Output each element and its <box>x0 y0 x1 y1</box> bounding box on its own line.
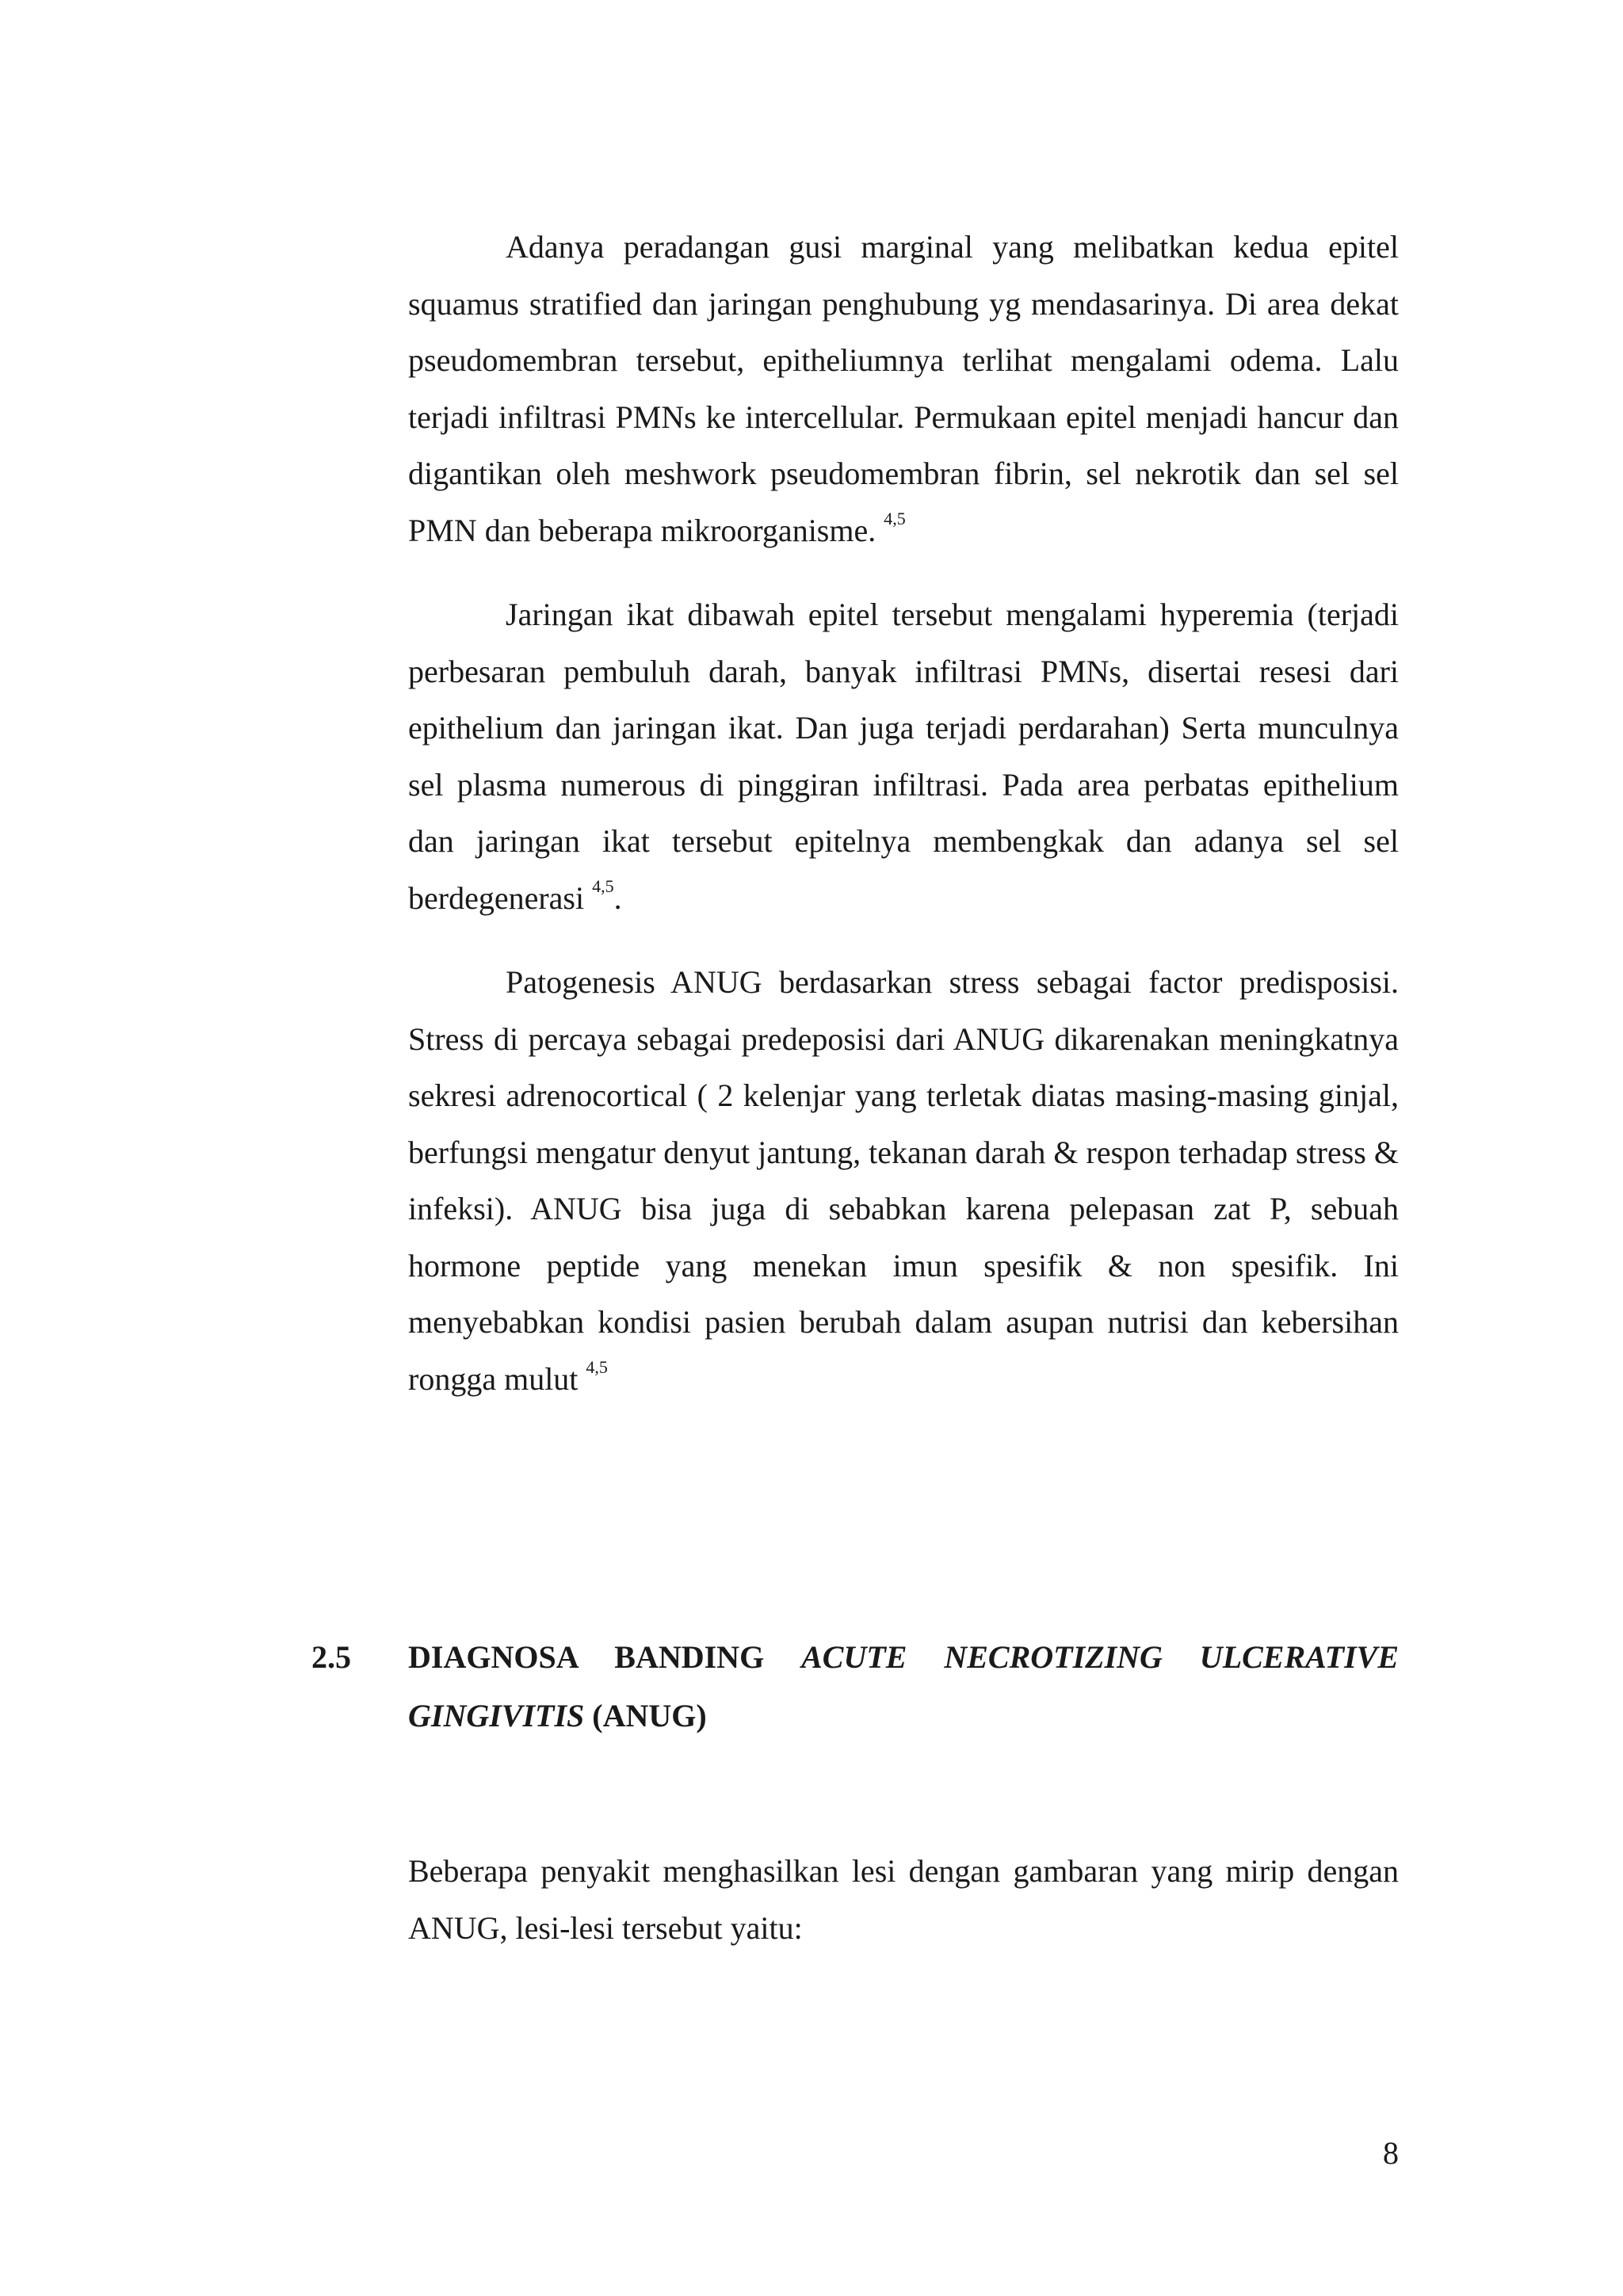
paragraph-text: Patogenesis ANUG berdasarkan stress sebagai factor predisposisi. Stress di percaya sebagai predeposisi dari ANUG dikarenakan meningkatnya sekresi adrenocortical ( 2 kelenjar yang terletak diatas masing-masing ginjal, berfungsi mengatur denyut jantung, tekanan darah & respon terhadap stress & infeksi). ANUG bisa juga di sebabkan karena pelepasan zat P, sebuah hormone peptide yang menekan imun spesifik & non spesifik. Ini menyebabkan kondisi pasien berubah dalam asupan nutrisi dan kebersihan rongga mulut <box>408 964 1399 1397</box>
section-intro-paragraph: Beberapa penyakit menghasilkan lesi dengan gambaran yang mirip dengan ANUG, lesi-lesi tersebut yaitu: <box>408 1853 1399 1946</box>
section-title-abbrev: (ANUG) <box>592 1698 707 1733</box>
citation-ref: 4,5 <box>586 1357 608 1378</box>
page-number: 8 <box>1383 2135 1399 2171</box>
section-title-italic: ACUTE NECROTIZING ULCERATIVE GINGIVITIS <box>408 1639 1399 1733</box>
paragraph-pathogenesis <box>408 954 1399 1407</box>
paragraph-connective-tissue <box>408 586 1399 926</box>
paragraph-text: Adanya peradangan gusi marginal yang melibatkan kedua epitel squamus stratified dan jaringan penghubung yg mendasarinya. Di area dekat pseudomembran tersebut, epitheliumnya terlihat mengalami odema. Lalu terjadi infiltrasi PMNs ke intercellular. Permukaan epitel menjadi hancur dan digantikan oleh meshwork pseudomembran fibrin, sel nekrotik dan sel sel PMN dan beberapa mikroorganisme. <box>408 229 1399 548</box>
paragraph-text: Jaringan ikat dibawah epitel tersebut mengalami hyperemia (terjadi perbesaran pembuluh darah, banyak infiltrasi PMNs, disertai resesi dari epithelium dan jaringan ikat. Dan juga terjadi perdarahan) Serta munculnya sel plasma numerous di pinggiran infiltrasi. Pada area perbatas epithelium dan jaringan ikat tersebut epitelnya membengkak dan adanya sel sel berdegenerasi <box>408 597 1399 916</box>
paragraph-histopathology <box>408 219 1399 559</box>
section-title <box>408 1628 1399 1745</box>
citation-ref: 4,5 <box>884 509 906 529</box>
citation-ref: 4,5 <box>592 876 614 897</box>
section-title-plain: DIAGNOSA BANDING <box>408 1639 765 1675</box>
paragraph-tail: . <box>613 879 622 916</box>
section-number: 2.5 <box>311 1639 351 1675</box>
